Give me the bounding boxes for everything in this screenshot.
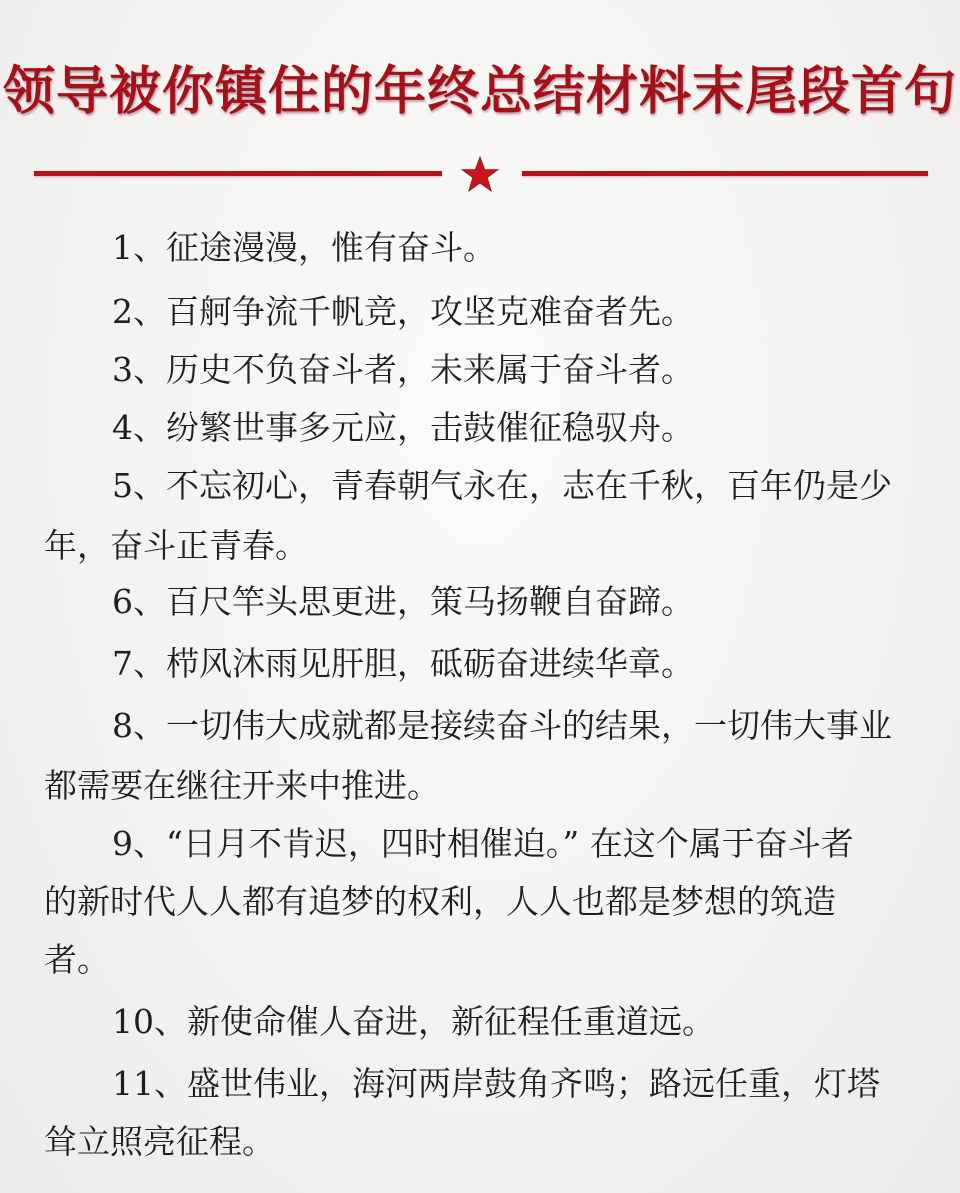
star-icon — [460, 155, 500, 195]
divider-rule-right — [522, 171, 928, 176]
list-item-2-line-1: 2、百舸争流千帆竞，攻坚克难奋者先。 — [112, 292, 694, 331]
list-item-5-line-1: 5、不忘初心，青春朝气永在，志在千秋，百年仍是少 — [112, 466, 892, 505]
list-item-1-line-1: 1、征途漫漫，惟有奋斗。 — [112, 228, 496, 267]
list-item-8-line-1: 8、一切伟大成就都是接续奋斗的结果，一切伟大事业 — [112, 706, 892, 745]
list-item-6-line-1: 6、百尺竿头思更进，策马扬鞭自奋蹄。 — [112, 582, 694, 621]
list-item-11-line-1: 11、盛世伟业，海河两岸鼓角齐鸣；路远任重，灯塔 — [112, 1064, 880, 1103]
list-item-10-line-1: 10、新使命催人奋进，新征程任重道远。 — [112, 1002, 715, 1041]
list-item-4-line-1: 4、纷繁世事多元应，击鼓催征稳驭舟。 — [112, 408, 694, 447]
list-item-9-line-2: 的新时代人人都有追梦的权利，人人也都是梦想的筑造 — [44, 882, 836, 921]
list-item-8-line-2: 都需要在继往开来中推进。 — [44, 766, 440, 805]
list-item-9-line-3: 者。 — [44, 940, 110, 979]
list-item-11-line-2: 耸立照亮征程。 — [44, 1122, 275, 1161]
divider-rule-left — [34, 171, 442, 176]
list-item-7-line-1: 7、栉风沐雨见肝胆，砥砺奋进续华章。 — [112, 644, 694, 683]
list-item-9-line-1: 9、“日月不肯迟，四时相催迫。” 在这个属于奋斗者 — [112, 824, 854, 863]
list-item-3-line-1: 3、历史不负奋斗者，未来属于奋斗者。 — [112, 350, 694, 389]
list-item-5-line-2: 年，奋斗正青春。 — [44, 526, 308, 565]
page-title: 领导被你镇住的年终总结材料末尾段首句 — [2, 62, 957, 122]
title-divider — [0, 155, 960, 195]
